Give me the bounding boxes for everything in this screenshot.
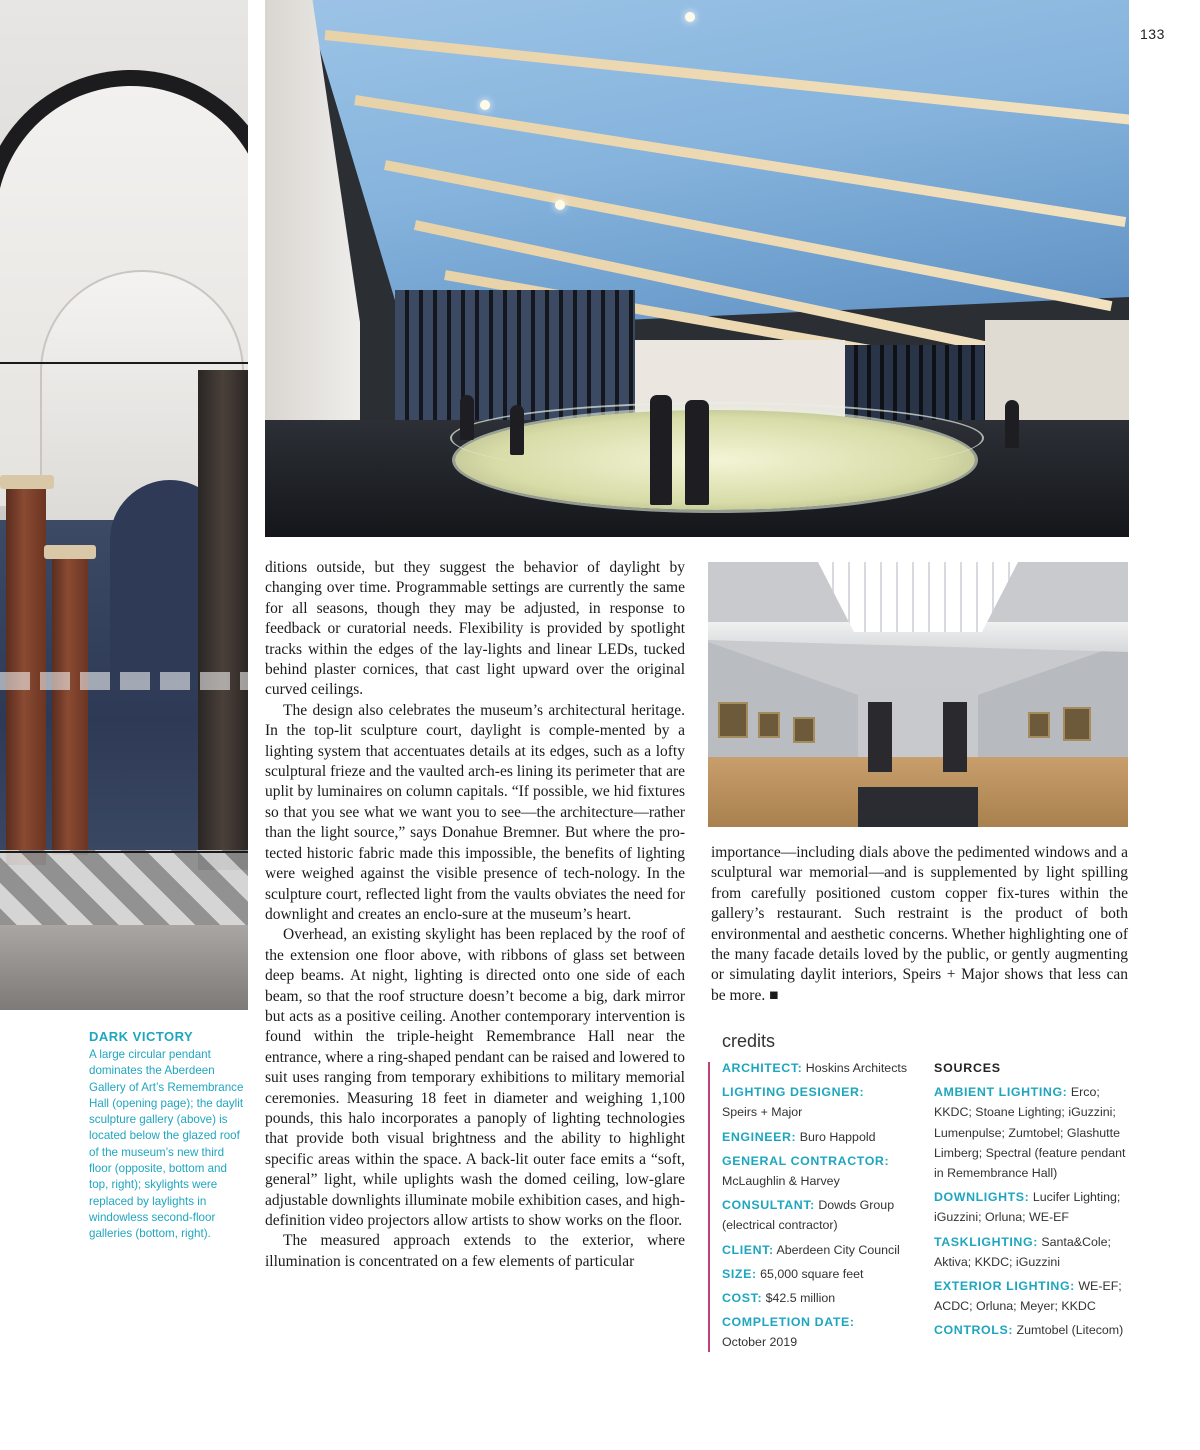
source-item: EXTERIOR LIGHTING: WE-EF; ACDC; Orluna; Meyer; KKDC <box>934 1279 1122 1314</box>
credit-item: COMPLETION DATE: October 2019 <box>722 1315 855 1350</box>
article-paragraph: The measured approach extends to the exterior, where illumination is concentrated on a few elements of particular <box>265 1232 685 1270</box>
credit-item: LIGHTING DESIGNER: Speirs + Major <box>722 1085 865 1120</box>
sources-list <box>934 1058 1134 1345</box>
credit-item: COST: $42.5 million <box>722 1291 836 1306</box>
photo-gallery <box>708 562 1128 827</box>
source-item: AMBIENT LIGHTING: Erco; KKDC; Stoane Lighting; iGuzzini; Lumenpulse; Zumtobel; Glashutte Limberg; Spectral (feature pendant in Remembrance Hall) <box>934 1085 1126 1181</box>
article-column-1 <box>265 558 685 1272</box>
article-paragraph: ditions outside, but they suggest the behavior of daylight by changing over time. Programmable settings are currently the same for all seasons, though they may be adjusted, in response to feedback or curatorial needs. Flexibility is provided by spotlight tracks within the edges of the lay-lights and linear LEDs, tucked behind plaster cornices, that cast light upward over the original curved ceilings. <box>265 559 685 699</box>
page-number: 133 <box>1140 26 1165 42</box>
sources-title: SOURCES <box>934 1061 1001 1075</box>
source-item: CONTROLS: Zumtobel (Litecom) <box>934 1323 1124 1338</box>
source-item: DOWNLIGHTS: Lucifer Lighting; iGuzzini; Orluna; WE-EF <box>934 1190 1121 1225</box>
credit-item: CONSULTANT: Dowds Group (electrical contractor) <box>722 1198 895 1233</box>
article-column-2 <box>711 843 1128 1006</box>
credit-item: GENERAL CONTRACTOR: McLaughlin & Harvey <box>722 1153 890 1189</box>
source-item: TASKLIGHTING: Santa&Cole; Aktiva; KKDC; iGuzzini <box>934 1234 1111 1269</box>
credit-item: ENGINEER: Buro Happold <box>722 1129 876 1144</box>
photo-sculpture-court <box>265 0 1129 537</box>
credits-rule <box>708 1062 710 1352</box>
article-paragraph: The design also celebrates the museum’s architectural heritage. In the top-lit sculpture court, daylight is comple-mented by a lighting system that accentuates details at its edges, such as a lofty sculptural frieze and the vaulted arch-es lining its perimeter that are uplit by luminaires on column capitals. “If possible, we hid fixtures so that you see what we want you to see—the architecture—rather than the light source,” says Donahue Bremner. But where the pro-tected historic fabric made this impossible, the benefits of lighting were weighed against the visible presence of tech-nology. In the sculpture court, reflected light from the vaults obviates the need for downlight and creates an enclo-sure at the museum’s heart. <box>265 701 685 923</box>
credit-item: SIZE: 65,000 square feet <box>722 1266 864 1281</box>
credit-item: CLIENT: Aberdeen City Council <box>722 1242 900 1257</box>
caption-title: DARK VICTORY <box>89 1029 194 1044</box>
caption-text: A large circular pendant dominates the Aberdeen Gallery of Art’s Remembrance Hall (opening page); the daylit sculpture gallery (above) is located below the glazed roof of the museum’s new third floor (opposite, bottom and top, right); skylights were replaced by laylights in windowless second-floor galleries (bottom, right). <box>89 1048 244 1241</box>
credits-list <box>722 1058 922 1357</box>
photo-caption <box>89 1029 249 1243</box>
article-paragraph: Overhead, an existing skylight has been replaced by the roof of the extension one floor above, with ribbons of glass set between deep beams. At night, lighting is directed onto one side of each beam, so that the roof structure doesn’t become a big, dark mirror but acts as a positive ceiling. Another contemporary intervention is found within the triple-height Remembrance Hall near the entrance, where a ring-shaped pendant can be raised and lowered to suit uses ranging from temporary exhibitions to military memorial ceremonies. Measuring 18 feet in diameter and weighing 1,100 pounds, this halo incorporates a panoply of lighting technologies that provide both visual brightness and the ability to highlight specific areas within the space. A back-lit outer face emits a “soft, general” light, while uplights wash the domed ceiling, low-glare adjustable downlights illuminate mobile exhibition cases, and high-definition video projectors allow artists to show works on the floor. <box>265 926 685 1229</box>
photo-remembrance-hall <box>0 0 248 1010</box>
credit-item: ARCHITECT: Hoskins Architects <box>722 1061 908 1075</box>
credits-heading: credits <box>722 1031 776 1051</box>
article-paragraph: importance—including dials above the pedimented windows and a sculptural war memorial—and is supplemented by light spilling from carefully positioned custom copper fix-tures within the gallery’s restaurant. Such restraint is the product of both environmental and aesthetic concerns. Whether highlighting one of the many facade details loved by the public, or gently augmenting or simulating daylit interiors, Speirs + Major shows that less can be more. ■ <box>711 844 1128 1004</box>
